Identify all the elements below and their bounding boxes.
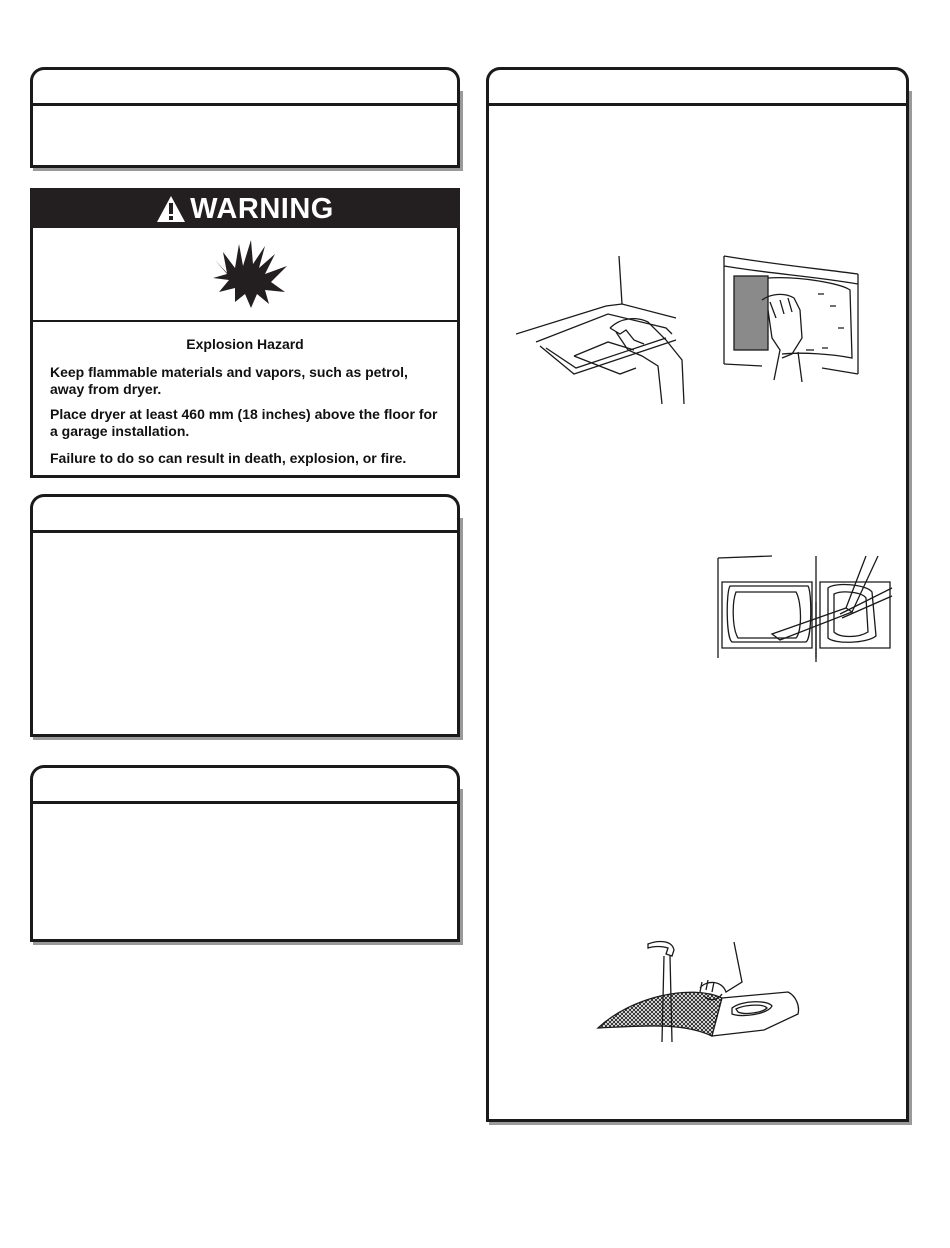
section-tab-top-left: [30, 67, 460, 107]
lint-screen-cleaning-illustration: [516, 256, 686, 406]
warning-line-2: Place dryer at least 460 mm (18 inches) above the floor for a garage installation.: [50, 406, 438, 439]
lint-screen-washing-illustration: [592, 936, 812, 1046]
warning-divider: [33, 320, 457, 322]
section-tab-right: [486, 67, 909, 107]
tab-divider: [486, 103, 909, 106]
tab-divider: [30, 801, 460, 804]
section-tab-middle-left: [30, 494, 460, 534]
dryer-drum-vacuum-illustration: [716, 552, 896, 662]
warning-heading: WARNING: [190, 192, 334, 225]
tab-divider: [30, 530, 460, 533]
section-panel-bottom-left: [30, 786, 460, 942]
explosion-icon: [213, 238, 289, 308]
warning-line-3: Failure to do so can result in death, explosion, or fire.: [50, 450, 407, 466]
tab-divider: [30, 103, 460, 106]
warning-line-1: Keep flammable materials and vapors, such as petrol, away from dryer.: [50, 364, 408, 397]
warning-header: [30, 188, 460, 230]
warning-body: [30, 228, 460, 478]
section-tab-bottom-left: [30, 765, 460, 805]
section-panel-middle-left: [30, 515, 460, 737]
warning-triangle-icon: [156, 195, 186, 223]
lint-trap-housing-cleaning-illustration: [722, 254, 862, 382]
hazard-title: Explosion Hazard: [186, 336, 304, 352]
